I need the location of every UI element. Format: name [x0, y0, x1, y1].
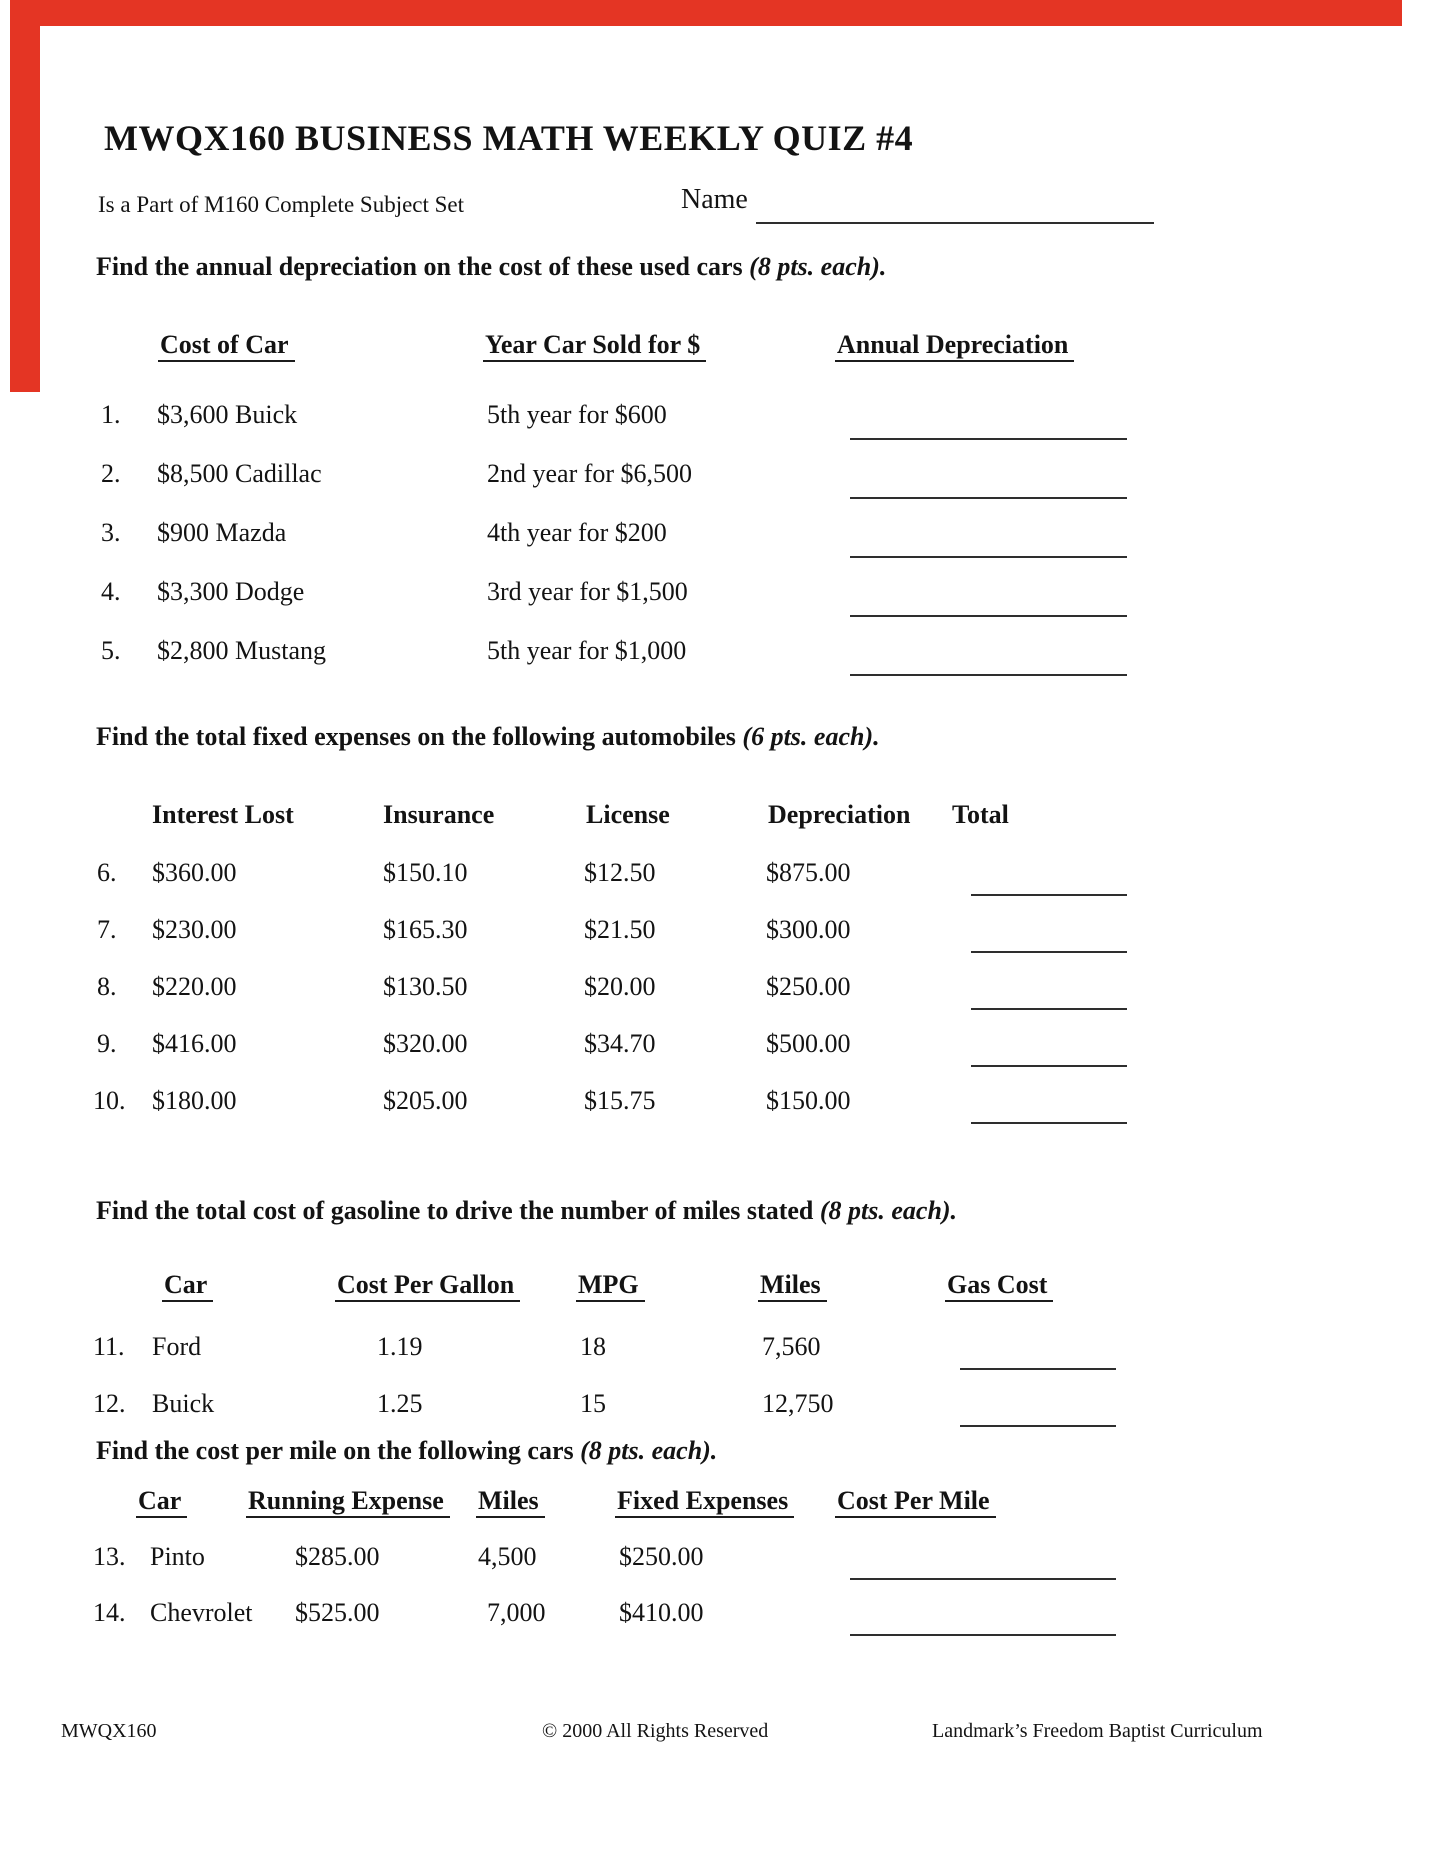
column-header-cost-per-gallon: Cost Per Gallon — [335, 1270, 520, 1302]
cost-of-car-value: $3,300 Dodge — [157, 577, 305, 606]
section-4-pts-note: (8 pts. each). — [580, 1436, 718, 1465]
answer-line[interactable] — [850, 467, 1127, 499]
cost-of-car-value: $8,500 Cadillac — [157, 459, 322, 488]
answer-line[interactable] — [850, 1604, 1116, 1636]
column-header-car: Car — [162, 1270, 213, 1302]
running-expense-value: $525.00 — [295, 1598, 380, 1627]
column-header-cost-per-mile: Cost Per Mile — [835, 1486, 996, 1518]
miles-value: 7,560 — [762, 1332, 821, 1361]
subtitle: Is a Part of M160 Complete Subject Set — [98, 192, 465, 217]
row-number: 2. — [101, 459, 121, 488]
miles-value: 12,750 — [762, 1389, 834, 1418]
footer-copyright: © 2000 All Rights Reserved — [542, 1720, 769, 1742]
depreciation-value: $300.00 — [766, 915, 851, 944]
interest-lost-value: $416.00 — [152, 1029, 237, 1058]
section-1-pts-note: (8 pts. each). — [749, 252, 887, 281]
year-sold-value: 2nd year for $6,500 — [487, 459, 693, 488]
cost-of-car-value: $2,800 Mustang — [157, 636, 326, 665]
car-value: Chevrolet — [150, 1598, 253, 1627]
insurance-value: $130.50 — [383, 972, 468, 1001]
row-number: 1. — [101, 400, 121, 429]
column-header-car: Car — [136, 1486, 187, 1518]
column-header-miles: Miles — [758, 1270, 827, 1302]
fixed-expenses-value: $410.00 — [619, 1598, 704, 1627]
section-4-heading — [96, 1436, 717, 1465]
running-expense-value: $285.00 — [295, 1542, 380, 1571]
section-1-heading — [96, 252, 886, 281]
column-header-year-sold: Year Car Sold for $ — [483, 330, 706, 362]
column-header-gas-cost: Gas Cost — [945, 1270, 1053, 1302]
page-title: MWQX160 BUSINESS MATH WEEKLY QUIZ #4 — [104, 118, 914, 158]
cost-of-car-value: $3,600 Buick — [157, 400, 298, 429]
row-number: 8. — [97, 972, 117, 1001]
insurance-value: $165.30 — [383, 915, 468, 944]
footer-code: MWQX160 — [61, 1720, 157, 1742]
section-2-heading — [96, 722, 880, 751]
footer-publisher: Landmark’s Freedom Baptist Curriculum — [932, 1720, 1263, 1742]
row-number: 5. — [101, 636, 121, 665]
column-header-fixed-expenses: Fixed Expenses — [615, 1486, 794, 1518]
row-number: 10. — [93, 1086, 126, 1115]
cost-of-car-value: $900 Mazda — [157, 518, 287, 547]
interest-lost-value: $360.00 — [152, 858, 237, 887]
answer-line[interactable] — [850, 644, 1127, 676]
year-sold-value: 5th year for $1,000 — [487, 636, 687, 665]
answer-line[interactable] — [850, 1548, 1116, 1580]
interest-lost-value: $220.00 — [152, 972, 237, 1001]
column-header-insurance: Insurance — [383, 800, 495, 829]
answer-line[interactable] — [850, 408, 1127, 440]
license-value: $15.75 — [584, 1086, 656, 1115]
insurance-value: $205.00 — [383, 1086, 468, 1115]
year-sold-value: 3rd year for $1,500 — [487, 577, 688, 606]
answer-line[interactable] — [850, 585, 1127, 617]
fixed-expenses-value: $250.00 — [619, 1542, 704, 1571]
license-value: $20.00 — [584, 972, 656, 1001]
column-header-running-expense: Running Expense — [246, 1486, 450, 1518]
section-3-pts-note: (8 pts. each). — [819, 1196, 958, 1225]
red-border-left — [10, 0, 40, 392]
car-value: Buick — [152, 1389, 215, 1418]
row-number: 6. — [97, 858, 117, 887]
row-number: 14. — [93, 1598, 126, 1627]
answer-line[interactable] — [960, 1395, 1116, 1427]
column-header-depreciation: Depreciation — [768, 800, 911, 829]
section-2-pts-note: (6 pts. each). — [742, 722, 880, 751]
answer-line[interactable] — [850, 526, 1127, 558]
car-value: Ford — [152, 1332, 202, 1361]
column-header-license: License — [586, 800, 670, 829]
row-number: 7. — [97, 915, 117, 944]
insurance-value: $150.10 — [383, 858, 468, 887]
year-sold-value: 5th year for $600 — [487, 400, 667, 429]
depreciation-value: $875.00 — [766, 858, 851, 887]
column-header-interest-lost: Interest Lost — [152, 800, 294, 829]
section-3-heading-text: Find the total cost of gasoline to drive the number of miles stated — [96, 1196, 814, 1225]
mpg-value: 18 — [580, 1332, 606, 1361]
license-value: $34.70 — [584, 1029, 656, 1058]
red-border-top — [36, 0, 1402, 26]
year-sold-value: 4th year for $200 — [487, 518, 667, 547]
answer-line[interactable] — [971, 1035, 1127, 1067]
section-3-heading — [96, 1196, 957, 1225]
interest-lost-value: $230.00 — [152, 915, 237, 944]
row-number: 9. — [97, 1029, 117, 1058]
column-header-mpg: MPG — [576, 1270, 645, 1302]
section-4-heading-text: Find the cost per mile on the following cars — [96, 1436, 574, 1465]
miles-value: 4,500 — [478, 1542, 537, 1571]
column-header-cost-of-car: Cost of Car — [158, 330, 295, 362]
license-value: $12.50 — [584, 858, 656, 887]
row-number: 4. — [101, 577, 121, 606]
answer-line[interactable] — [971, 1092, 1127, 1124]
miles-value: 7,000 — [487, 1598, 546, 1627]
license-value: $21.50 — [584, 915, 656, 944]
column-header-annual-depreciation: Annual Depreciation — [835, 330, 1074, 362]
name-line[interactable] — [756, 190, 1154, 224]
answer-line[interactable] — [971, 978, 1127, 1010]
cost-per-gallon-value: 1.19 — [377, 1332, 423, 1361]
interest-lost-value: $180.00 — [152, 1086, 237, 1115]
answer-line[interactable] — [960, 1338, 1116, 1370]
depreciation-value: $250.00 — [766, 972, 851, 1001]
answer-line[interactable] — [971, 921, 1127, 953]
cost-per-gallon-value: 1.25 — [377, 1389, 423, 1418]
column-header-miles: Miles — [476, 1486, 545, 1518]
insurance-value: $320.00 — [383, 1029, 468, 1058]
row-number: 13. — [93, 1542, 126, 1571]
section-1-heading-text: Find the annual depreciation on the cost of these used cars — [96, 252, 743, 281]
answer-line[interactable] — [971, 864, 1127, 896]
name-label: Name — [681, 184, 748, 215]
depreciation-value: $500.00 — [766, 1029, 851, 1058]
row-number: 12. — [93, 1389, 126, 1418]
column-header-total: Total — [952, 800, 1009, 829]
car-value: Pinto — [150, 1542, 205, 1571]
row-number: 3. — [101, 518, 121, 547]
section-2-heading-text: Find the total fixed expenses on the following automobiles — [96, 722, 736, 751]
row-number: 11. — [93, 1332, 125, 1361]
depreciation-value: $150.00 — [766, 1086, 851, 1115]
mpg-value: 15 — [580, 1389, 606, 1418]
